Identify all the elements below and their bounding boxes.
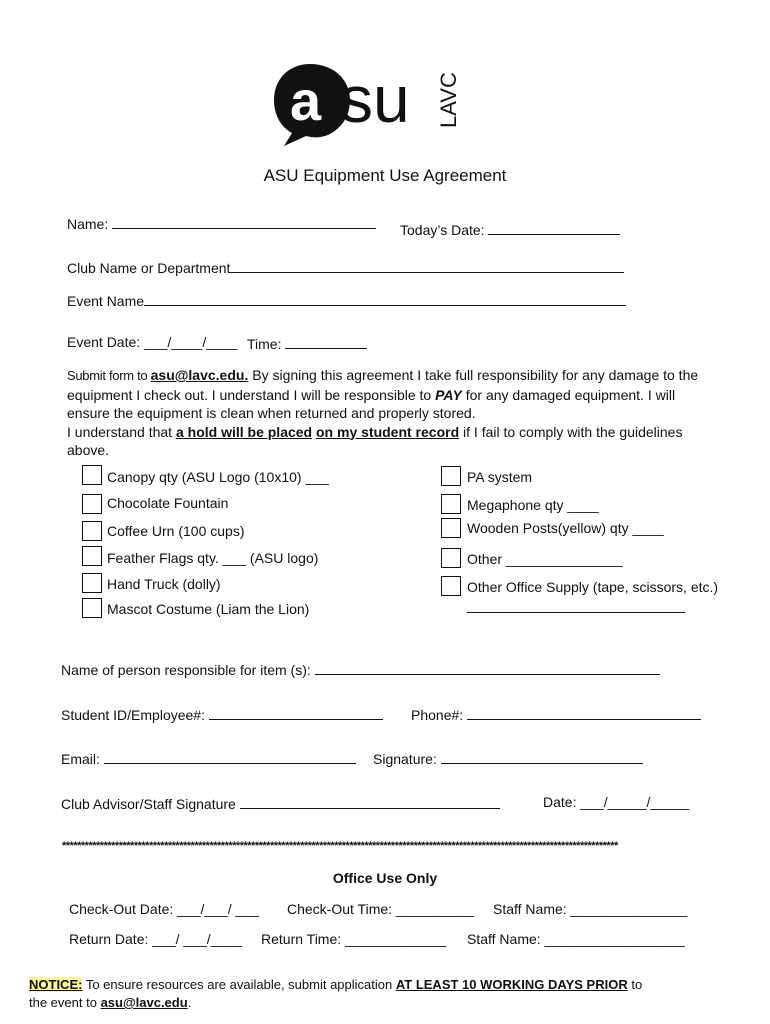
megaphone-label: Megaphone qty ____ bbox=[467, 497, 599, 513]
advisor-date-field[interactable] bbox=[543, 794, 689, 810]
mascot-costume-label: Mascot Costume (Liam the Lion) bbox=[107, 601, 310, 617]
event-name-line bbox=[144, 291, 626, 306]
time-field[interactable] bbox=[247, 334, 367, 352]
signature-line bbox=[441, 749, 643, 764]
hand-truck-checkbox[interactable] bbox=[82, 573, 102, 593]
notice-email-link[interactable]: asu@lavc.edu bbox=[100, 995, 188, 1010]
pa-system-checkbox[interactable] bbox=[441, 466, 461, 486]
time-label: Time: bbox=[247, 336, 282, 352]
event-name-label: Event Name bbox=[67, 293, 145, 309]
advisor-date-label: Date: ___/_____/_____ bbox=[543, 794, 690, 810]
name-field[interactable] bbox=[67, 214, 376, 232]
name-label: Name: bbox=[67, 216, 109, 232]
other-checkbox[interactable] bbox=[441, 548, 461, 568]
notice-tag: NOTICE: bbox=[29, 977, 83, 992]
other-office-supply-line[interactable] bbox=[467, 598, 685, 616]
feather-flags-checkbox[interactable] bbox=[82, 546, 102, 566]
student-id-label: Student ID/Employee#: bbox=[61, 707, 205, 723]
other-label: Other _______________ bbox=[467, 551, 623, 567]
megaphone-checkbox[interactable] bbox=[441, 494, 461, 514]
coffee-urn-label: Coffee Urn (100 cups) bbox=[107, 523, 245, 539]
notice-line-1: NOTICE: To ensure resources are available, submit application AT LEAST 10 WORKING DAYS PRIOR to bbox=[29, 977, 643, 992]
canopy-label: Canopy qty (ASU Logo (10x10) ___ bbox=[107, 469, 329, 485]
phone-line bbox=[467, 705, 701, 720]
svg-text:su: su bbox=[340, 62, 410, 136]
svg-text:a: a bbox=[290, 69, 322, 132]
advisor-signature-label: Club Advisor/Staff Signature bbox=[61, 796, 236, 812]
club-line bbox=[230, 258, 624, 273]
feather-flags-label: Feather Flags qty. ___ (ASU logo) bbox=[107, 550, 319, 566]
phone-label: Phone#: bbox=[411, 707, 464, 723]
email-field[interactable] bbox=[61, 749, 356, 767]
staff-name-checkout-field[interactable]: Staff Name: _______________ bbox=[493, 901, 688, 917]
signature-label: Signature: bbox=[373, 751, 437, 767]
student-id-line bbox=[209, 705, 383, 720]
chocolate-fountain-label: Chocolate Fountain bbox=[107, 495, 229, 511]
wooden-posts-label: Wooden Posts(yellow) qty ____ bbox=[467, 520, 664, 536]
club-field[interactable] bbox=[67, 258, 624, 276]
chocolate-fountain-checkbox[interactable] bbox=[82, 494, 102, 514]
event-date-field[interactable] bbox=[67, 334, 237, 350]
agreement-email-link[interactable]: asu@lavc.edu. bbox=[150, 367, 249, 383]
email-label: Email: bbox=[61, 751, 100, 767]
svg-text:LAVC: LAVC bbox=[436, 72, 461, 128]
signature-field[interactable] bbox=[373, 749, 643, 767]
todays-date-line bbox=[488, 220, 620, 235]
canopy-checkbox[interactable] bbox=[82, 465, 102, 485]
checkout-date-field[interactable]: Check-Out Date: ___/___/ ___ bbox=[69, 901, 259, 917]
wooden-posts-checkbox[interactable] bbox=[441, 518, 461, 538]
event-date-label: Event Date: ___/____/____ bbox=[67, 334, 238, 350]
time-line bbox=[285, 334, 367, 349]
todays-date-field[interactable] bbox=[400, 220, 620, 238]
responsible-person-line bbox=[315, 660, 660, 675]
asu-lavc-logo bbox=[270, 58, 470, 150]
club-label: Club Name or Department bbox=[67, 260, 231, 276]
other-office-supply-checkbox[interactable] bbox=[441, 576, 461, 596]
office-use-heading: Office Use Only bbox=[332, 870, 438, 886]
staff-name-return-field[interactable]: Staff Name: __________________ bbox=[467, 931, 685, 947]
email-line bbox=[104, 749, 356, 764]
student-id-field[interactable] bbox=[61, 705, 383, 723]
responsible-person-field[interactable] bbox=[61, 660, 660, 678]
coffee-urn-checkbox[interactable] bbox=[82, 521, 102, 541]
todays-date-label: Today’s Date: bbox=[400, 222, 485, 238]
phone-field[interactable] bbox=[411, 705, 701, 723]
checkout-time-field[interactable]: Check-Out Time: __________ bbox=[287, 901, 474, 917]
advisor-signature-line bbox=[240, 794, 500, 809]
event-name-field[interactable] bbox=[67, 291, 626, 309]
agreement-text: Submit form to asu@lavc.edu. By signing this agreement I take full responsibility for any damage to the equipment I check out. I understand I will be responsible to PAY for any damaged equipment. I will ensure the equipment is clean when returned and properly stored. I understand that a hold will be placed on my student record if I fail to comply with the guidelines above. bbox=[67, 367, 699, 458]
star-separator: *************************************************************************************************************************************************** bbox=[62, 840, 618, 852]
return-date-field[interactable]: Return Date: ___/ ___/____ bbox=[69, 931, 242, 947]
hand-truck-label: Hand Truck (dolly) bbox=[107, 576, 221, 592]
advisor-signature-field[interactable] bbox=[61, 794, 500, 812]
page-title: ASU Equipment Use Agreement bbox=[263, 166, 507, 185]
responsible-person-label: Name of person responsible for item (s): bbox=[61, 662, 311, 678]
name-line bbox=[112, 214, 376, 229]
notice-emphasis: AT LEAST 10 WORKING DAYS PRIOR bbox=[395, 977, 628, 992]
return-time-field[interactable]: Return Time: _____________ bbox=[261, 931, 447, 947]
pa-system-label: PA system bbox=[467, 469, 533, 485]
other-office-supply-label: Other Office Supply (tape, scissors, etc.) bbox=[467, 579, 719, 595]
notice-line-2: the event to asu@lavc.edu. bbox=[29, 995, 192, 1010]
mascot-costume-checkbox[interactable] bbox=[82, 598, 102, 618]
